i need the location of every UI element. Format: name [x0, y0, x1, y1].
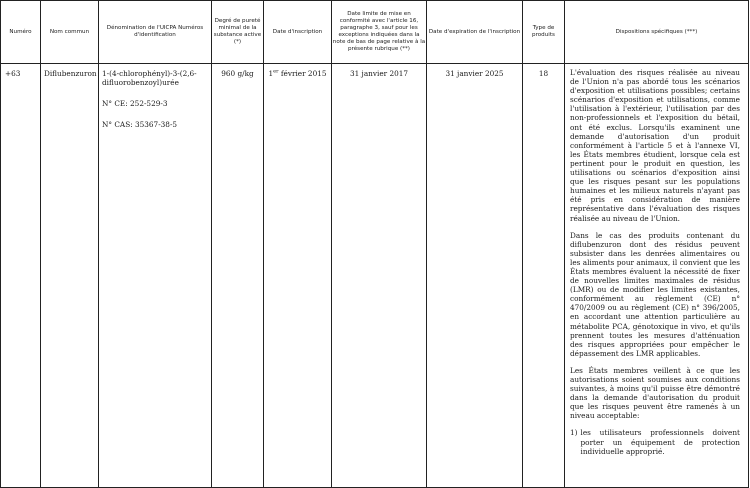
dispositions-paragraph-3: Les États membres veillent à ce que les autorisations soient soumises aux conditions suivantes, à moins qu'il puisse être démontré dans la demande d'autorisation du produit que les risques peuvent être ramenés à un niveau acceptable: [570, 365, 740, 421]
cas-number: N° CAS: 35367-38-5 [102, 120, 178, 130]
header-date-inscription: Date d'inscription [264, 1, 332, 64]
dispositions-paragraph-2: Dans le cas des produits contenant du diflubenzuron dont des résidus peuvent subsister dans les denrées alimentaires ou les aliments pour animaux, il convient que les États membres évaluent la nécessité de fixer de nouvelles limites maximales de résidus (LMR) ou de modifier les limites existantes, conformément au règlement (CE) n° 470/2009 ou au règlement (CE) n° 396/2005, en accordant une attention particulière au métabolite PCA, génotoxique in vivo, et qu'ils prennent toutes les mesures d'atténuation des risques appropriées pour empêcher le dépassement des LMR applicables. [570, 230, 740, 358]
header-purete: Degré de pureté minimal de la substance active (*) [212, 1, 264, 64]
cell-date-limite: 31 janvier 2017 [332, 64, 427, 488]
list-item [570, 428, 740, 455]
header-dispositions: Dispositions spécifiques (***) [565, 1, 749, 64]
cell-nom-commun: Diflubenzuron [41, 64, 99, 488]
ec-number: N° CE: 252-529-3 [102, 99, 168, 109]
header-nom-commun: Nom commun [41, 1, 99, 64]
cell-denomination [99, 64, 212, 488]
cell-type-produits: 18 [523, 64, 565, 488]
date-inscription-day: 1 [268, 69, 274, 78]
header-type-produits: Type de produits [523, 1, 565, 64]
cell-date-inscription [264, 64, 332, 488]
cell-numero: +63 [1, 64, 41, 488]
list-marker: 1) [570, 428, 578, 438]
date-inscription-rest: février 2015 [278, 69, 327, 78]
header-date-limite: Date limite de mise en conformité avec l'article 16, paragraphe 3, sauf pour les exceptions indiquées dans la note de bas de page relative à la présente rubrique (**) [332, 1, 427, 64]
list-item-text: les utilisateurs professionnels doivent porter un équipement de protection individuelle approprié. [580, 428, 740, 456]
cell-purete: 960 g/kg [212, 64, 264, 488]
cell-date-expiration: 31 janvier 2025 [427, 64, 523, 488]
header-row [1, 1, 749, 64]
iupac-name: 1-(4-chlorophényl)-3-(2,6-difluorobenzoyl)urée [102, 69, 197, 88]
cell-dispositions [565, 64, 749, 488]
header-date-expiration: Date d'expiration de l'inscription [427, 1, 523, 64]
table-row [1, 64, 749, 488]
header-denomination: Dénomination de l'UICPA Numéros d'identification [99, 1, 212, 64]
dispositions-paragraph-1: L'évaluation des risques réalisée au niveau de l'Union n'a pas abordé tous les scénarios d'exposition et utilisations possibles; certains scénarios d'exposition et utilisations, comme l'utilisation à l'extérieur, l'utilisation par des non-professionnels et l'exposition du bétail, ont été exclus. Lorsqu'ils examinent une demande d'autorisation d'un produit conformément à l'article 5 et à l'annexe VI, les États membres étudient, lorsque cela est pertinent pour le produit en question, les utilisations ou scénarios d'exposition ainsi que les risques pesant sur les populations humaines et les milieux naturels n'ayant pas été pris en considération de manière représentative dans l'évaluation des risques réalisée au niveau de l'Union. [570, 68, 740, 223]
header-numero: Numéro [1, 1, 41, 64]
date-inscription-sup: er [273, 68, 279, 75]
